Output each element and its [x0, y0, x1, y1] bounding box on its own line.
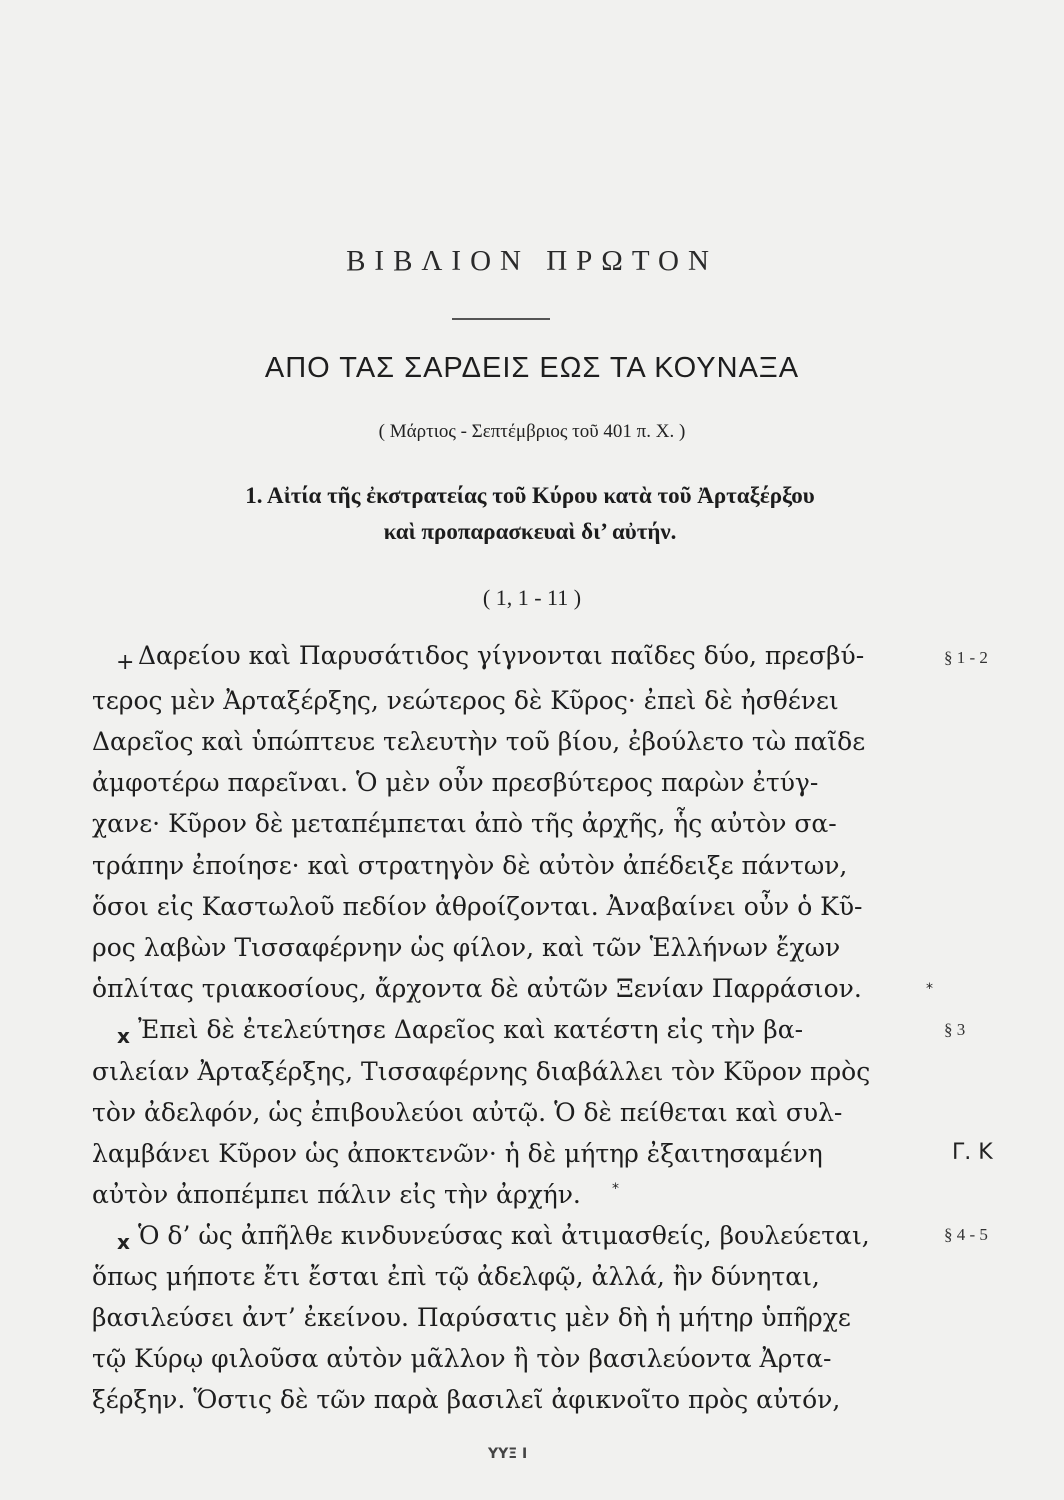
handwritten-plus-mark: + [116, 650, 135, 675]
body-line: τῷ Κύρῳ φιλοῦσα αὐτὸν μᾶλλον ἢ τὸν βασιλεύοντα Ἀρτα- [92, 1344, 832, 1373]
margin-section-ref: § 4 - 5 [944, 1225, 988, 1244]
body-line: λαμβάνει Κῦρον ὡς ἀποκτενῶν· ἡ δὲ μήτηρ ἐξαιτησαμένη [92, 1139, 823, 1168]
book-title: ΒΙΒΛΙΟΝ ΠΡΩΤΟΝ [346, 245, 718, 277]
page-signature: ΥΥΞ Ι [488, 1446, 528, 1462]
body-line: Ἐπεὶ δὲ ἐτελεύτησε Δαρεῖος καὶ κατέστη εἰς τὴν βα- [138, 1015, 804, 1044]
body-line: χανε· Κῦρον δὲ μεταπέμπεται ἀπὸ τῆς ἀρχῆς, ἧς αὐτὸν σα- [92, 809, 837, 838]
body-line: βασιλεύσει ἀντ’ ἐκείνου. Παρύσατις μὲν δὴ ἡ μήτηρ ὑπῆρχε [92, 1303, 851, 1332]
body-line: ὅσοι εἰς Καστωλοῦ πεδίον ἀθροίζονται. Ἀναβαίνει οὖν ὁ Κῦ- [92, 892, 863, 921]
body-line: τερος μὲν Ἀρταξέρξης, νεώτερος δὲ Κῦρος· ἐπεὶ δὲ ἠσθένει [92, 686, 839, 715]
chapter-heading-line-1: 1. Αἰτία τῆς ἐκστρατείας τοῦ Κύρου κατὰ τοῦ Ἀρταξέρξου [245, 483, 815, 508]
chapter-reference: ( 1, 1 - 11 ) [482, 585, 582, 610]
section-title: ΑΠΟ ΤΑΣ ΣΑΡΔΕΙΣ ΕΩΣ ΤΑ ΚΟΥΝΑΞΑ [264, 352, 800, 384]
body-line: ὅπως μήποτε ἔτι ἔσται ἐπὶ τῷ ἀδελφῷ, ἀλλά, ἢν δύνηται, [92, 1262, 820, 1291]
body-line: ὁπλίτας τριακοσίους, ἄρχοντα δὲ αὐτῶν Ξενίαν Παρράσιον. [92, 974, 862, 1003]
margin-section-ref: § 1 - 2 [944, 648, 988, 667]
body-line: τράπην ἐποίησε· καὶ στρατηγὸν δὲ αὐτὸν ἀπέδειξε πάντων, [92, 851, 848, 880]
handwritten-margin-note: Γ. Κ [952, 1140, 993, 1165]
handwritten-x-mark: x [117, 1230, 130, 1254]
date-range: ( Μάρτιος - Σεπτέμβριος τοῦ 401 π. Χ. ) [378, 421, 686, 442]
handwritten-star-mark: * [612, 1181, 619, 1197]
chapter-heading-line-2: καὶ προπαρασκευαὶ δι’ αὐτήν. [383, 519, 677, 544]
body-line: Δαρεῖος καὶ ὑπώπτευε τελευτὴν τοῦ βίου, ἐβούλετο τὼ παῖδε [92, 727, 866, 756]
title-divider [452, 318, 550, 320]
body-line: Δαρείου καὶ Παρυσάτιδος γίγνονται παῖδες δύο, πρεσβύ- [138, 641, 865, 670]
body-line: σιλείαν Ἀρταξέρξης, Τισσαφέρνης διαβάλλει τὸν Κῦρον πρὸς [92, 1057, 871, 1086]
chapter-heading [130, 478, 930, 550]
body-line: ρος λαβὼν Τισσαφέρνην ὡς φίλον, καὶ τῶν Ἑλλήνων ἔχων [92, 933, 841, 962]
handwritten-x-mark: x [117, 1024, 130, 1048]
body-line: τὸν ἀδελφόν, ὡς ἐπιβουλεύοι αὐτῷ. Ὁ δὲ πείθεται καὶ συλ- [92, 1098, 843, 1127]
body-line: ξέρξην. Ὅστις δὲ τῶν παρὰ βασιλεῖ ἀφικνοῖτο πρὸς αὐτόν, [92, 1385, 841, 1414]
margin-section-ref: § 3 [944, 1020, 966, 1039]
body-line: αὐτὸν ἀποπέμπει πάλιν εἰς τὴν ἀρχήν. [92, 1180, 581, 1209]
body-line: ἀμφοτέρω παρεῖναι. Ὁ μὲν οὖν πρεσβύτερος παρὼν ἐτύγ- [92, 768, 819, 797]
handwritten-star-mark: * [926, 981, 933, 997]
body-line: Ὁ δ’ ὡς ἀπῆλθε κινδυνεύσας καὶ ἀτιμασθείς, βουλεύεται, [138, 1221, 870, 1250]
